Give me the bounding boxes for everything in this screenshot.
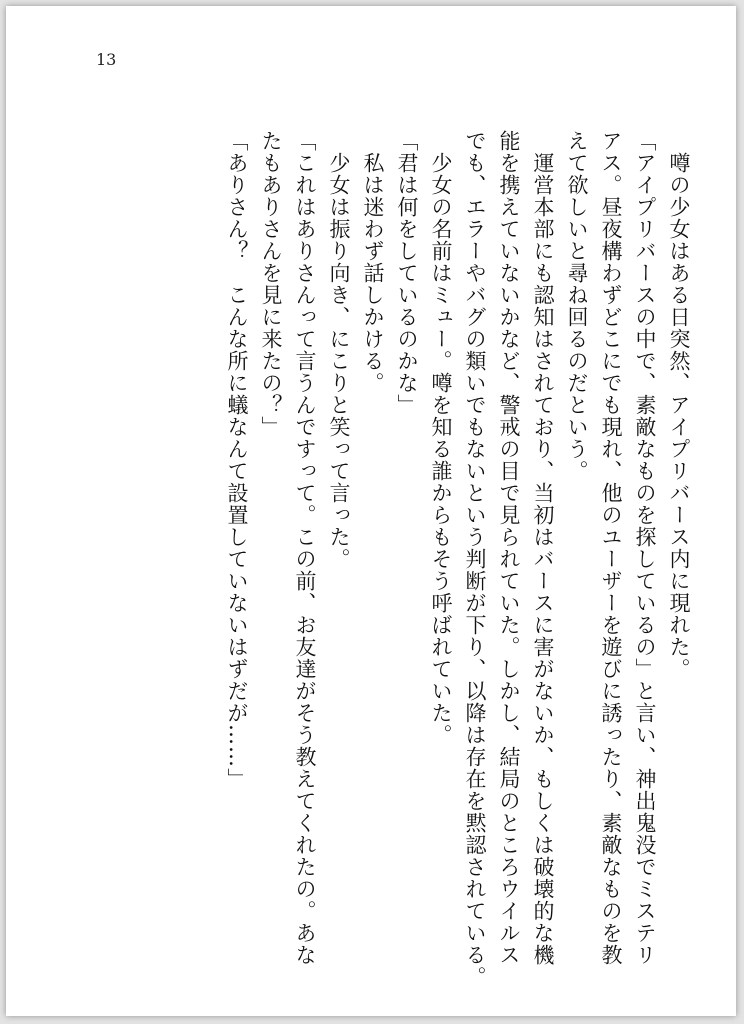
vertical-body-text — [220, 130, 696, 1010]
text-line: たもありさんを見に来たの？」 — [259, 130, 283, 438]
text-line: 少女の名前はミュー。噂を知る誰からもそう呼ばれていた。 — [429, 130, 453, 746]
text-line: でも、エラーやバグの類いでもないという判断が下り、以降は存在を黙認されている。 — [463, 130, 487, 988]
text-line: えて欲しいと尋ね回るのだという。 — [565, 130, 589, 482]
text-line: アス。昼夜構わずどこにでも現れ、他のユーザーを遊びに誘ったり、素敵なものを教 — [599, 130, 623, 966]
text-line: 「アイプリバースの中で、素敵なものを探しているの」と言い、神出鬼没でミステリ — [633, 130, 657, 966]
text-line: 運営本部にも認知はされており、当初はバースに害がないか、もしくは破壊的な機 — [531, 130, 555, 966]
text-line: 「君は何をしているのかな」 — [395, 130, 419, 416]
book-page — [6, 6, 736, 1016]
text-line: 「ありさん？ こんな所に蟻なんて設置していないはずだが……」 — [225, 130, 249, 790]
text-line: 少女は振り向き、にこりと笑って言った。 — [327, 130, 351, 570]
text-line: 噂の少女はある日突然、アイプリバース内に現れた。 — [667, 130, 691, 680]
page-number: 13 — [96, 50, 117, 69]
text-line: 「これはありさんって言うんですって。この前、お友達がそう教えてくれたの。あな — [293, 130, 317, 966]
text-line: 私は迷わず話しかける。 — [361, 130, 385, 394]
text-line: 能を携えていないかなど、警戒の目で見られていた。しかし、結局のところウイルス — [497, 130, 521, 966]
